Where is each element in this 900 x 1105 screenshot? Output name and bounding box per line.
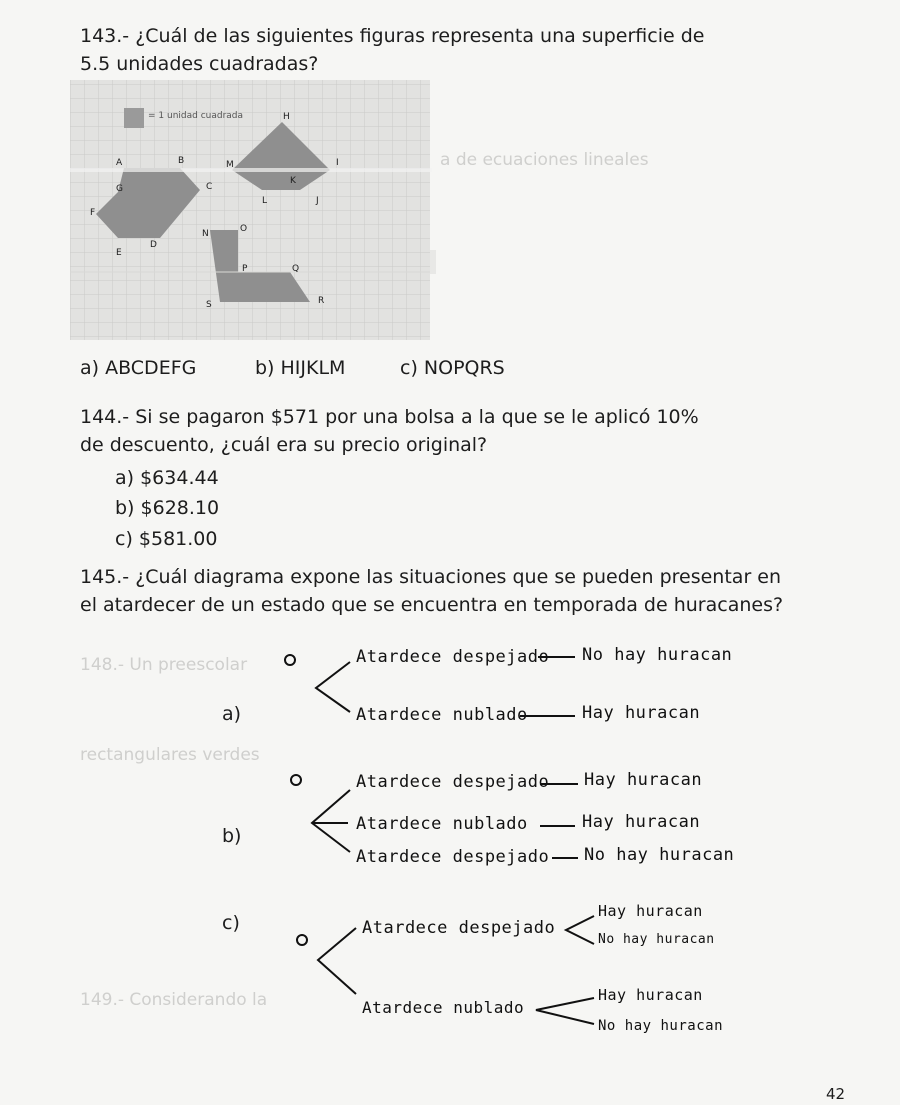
option-143-b: b) HIJKLM: [255, 357, 346, 379]
vertex-label: H: [283, 112, 290, 122]
tree-b-root: [291, 775, 301, 785]
diagram-b-branch-1: Atardece despejado: [356, 772, 550, 792]
option-144-a: a) $634.44: [115, 467, 219, 489]
vertex-label: S: [206, 300, 212, 310]
option-144-c: c) $581.00: [115, 528, 218, 550]
vertex-label: P: [242, 264, 248, 274]
diagram-a-leaf-2: Hay huracan: [582, 703, 701, 723]
vertex-label: O: [240, 224, 248, 234]
tree-c-branches: [318, 928, 356, 994]
diagram-c-leaf-2b: No hay huracan: [598, 1018, 724, 1034]
vertex-label: N: [202, 229, 209, 239]
tree-c-branches-2: [536, 998, 594, 1024]
vertex-label: Q: [292, 264, 300, 274]
diagram-b-branch-2: Atardece nublado: [356, 814, 528, 834]
diagram-a-leaf-1: No hay huracan: [582, 645, 733, 665]
tree-a-branches: [316, 662, 350, 712]
diagram-c-branch-2: Atardece nublado: [362, 998, 525, 1017]
vertex-label: C: [206, 182, 213, 192]
bleed-through-text: a de ecuaciones lineales: [440, 150, 649, 170]
diagram-c-leaf-1b: No hay huracan: [598, 932, 715, 947]
diagram-a-branch-1: Atardece despejado: [356, 647, 550, 667]
diagram-b-leaf-3: No hay huracan: [584, 845, 735, 865]
vertex-label: R: [318, 296, 325, 306]
bleed-through-text: rectangulares verdes: [80, 745, 260, 765]
vertex-label: F: [90, 208, 96, 218]
vertex-label: G: [116, 184, 123, 194]
diagram-c-label: c): [222, 912, 240, 934]
vertex-label: B: [178, 156, 185, 166]
diagram-c-branch-1: Atardece despejado: [362, 918, 556, 938]
diagram-b-branch-3: Atardece despejado: [356, 847, 550, 867]
tree-b-branches: [312, 790, 350, 852]
vertex-label: I: [336, 158, 339, 168]
vertex-label: D: [150, 240, 157, 250]
diagram-c-leaf-1a: Hay huracan: [598, 902, 703, 920]
question-144-text: 144.- Si se pagaron $571 por una bolsa a la que se le aplicó 10% de descuento, ¿cuál era su precio original?: [80, 406, 699, 456]
diagram-c-leaf-2a: Hay huracan: [598, 986, 703, 1004]
vertex-label: J: [316, 196, 319, 206]
option-144-b: b) $628.10: [115, 497, 220, 519]
diagram-b-leaf-2: Hay huracan: [582, 812, 701, 832]
diagram-a-label: a): [222, 703, 242, 725]
diagram-b-label: b): [222, 825, 242, 847]
option-143-c: c) NOPQRS: [400, 357, 505, 379]
legend-text: = 1 unidad cuadrada: [148, 111, 244, 121]
tree-c-root: [297, 935, 307, 945]
tree-c-branches-1: [566, 916, 594, 944]
vertex-label: E: [116, 248, 122, 258]
vertex-label: M: [226, 160, 234, 170]
bleed-through-text: 148.- Un preescolar: [80, 655, 248, 675]
question-143-text: 143.- ¿Cuál de las siguientes figuras representa una superficie de 5.5 unidades cuadradas?: [80, 25, 705, 75]
page-number: 42: [826, 1085, 846, 1103]
tree-a-root: [285, 655, 295, 665]
bleed-through-text: 149.- Considerando la: [80, 990, 268, 1010]
diagram-b-leaf-1: Hay huracan: [584, 770, 703, 790]
option-143-a: a) ABCDEFG: [80, 357, 197, 379]
diagram-a-branch-2: Atardece nublado: [356, 705, 528, 725]
vertex-label: A: [116, 158, 123, 168]
vertex-label: K: [290, 176, 296, 186]
vertex-label: L: [262, 196, 268, 206]
question-145-text: 145.- ¿Cuál diagrama expone las situaciones que se pueden presentar en el atardecer de un estado que se encuentra en temporada de huracanes?: [80, 566, 784, 616]
